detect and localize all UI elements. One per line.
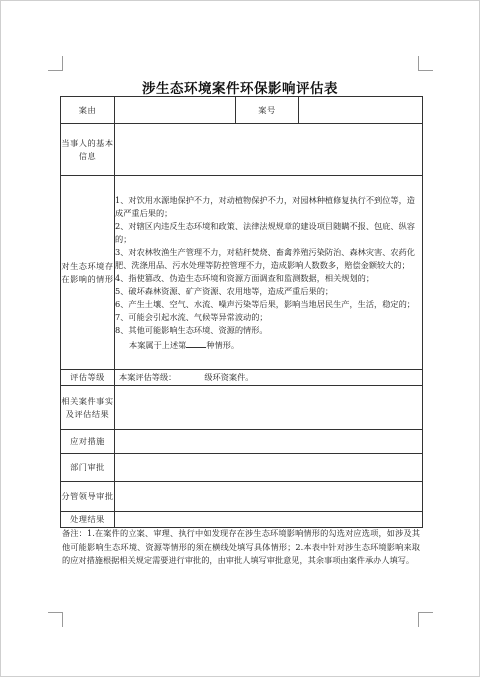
rating-prefix: 本案评估等级： [119,372,177,382]
case-number-field[interactable] [299,97,423,124]
impact-label: 对生态环境存在影响的情形 [61,176,115,370]
crop-mark-top-left [48,56,63,71]
impact-content [115,176,423,370]
party-info-label: 当事人的基本信息 [61,124,115,176]
impact-item: 2、对辖区内违反生态环境和政策、法律法规规章的建设项目随瞒不报、包庇、纵容的； [115,220,415,244]
dept-approval-label: 部门审批 [61,454,115,482]
footnote: 备注：1.在案件的立案、审理、执行中如发现存在涉生态环境影响情形的勾选对应选项，如涉及其他可能影响生态环境、资源等情形的须在横线处填写具体情形；2.本表中针对涉生态环境影响来取的应对措施根据相关规定需要进行审批的，由审批人填写审批意见，其余事项由案件承办人填写。 [62,528,420,565]
impact-summary-suffix: 种情形。 [206,339,240,350]
impact-item: 6、产生土壤、空气、水流、噪声污染等后果，影响当地居民生产，生活，稳定的； [115,298,415,309]
related-facts-field[interactable] [115,386,423,430]
result-field[interactable] [115,512,423,528]
measures-label: 应对措施 [61,430,115,454]
impact-number-blank[interactable] [186,337,206,348]
crop-mark-bottom-right [418,612,433,627]
assessment-form [60,96,423,528]
measures-field[interactable] [115,430,423,454]
impact-item: 5、破坏森林资源、矿产资源、农用地等，造成严重后果的； [115,285,334,296]
impact-summary-prefix: 本案属于上述第 [129,339,187,350]
leader-approval-field[interactable] [115,482,423,512]
rating-suffix: 级环资案件。 [204,372,254,382]
impact-item: 7、可能会引起水流、气候等异常波动的； [115,311,268,322]
form-title: 涉生态环境案件环保影响评估表 [142,81,338,97]
case-number-label: 案号 [236,97,299,124]
impact-item: 8、其他可能影响生态环境、资源的情形。 [115,324,268,335]
leader-approval-label: 分管领导审批 [61,482,115,512]
impact-summary [115,337,422,352]
dept-approval-field[interactable] [115,454,423,482]
crop-mark-bottom-left [48,612,63,627]
related-facts-label: 相关案件事实及评估结果 [61,386,115,430]
case-cause-label: 案由 [61,97,115,124]
rating-content [115,370,423,386]
impact-item: 3、对农林牧渔生产管理不力，对秸秆焚烧、畜禽养殖污染防治、森林灾害、农药化肥、洗涤用品、污水处理等防控管理不力，造成影响人数数多，赔偿金额较大的； [115,246,415,270]
result-label: 处理结果 [61,512,115,528]
party-info-field[interactable] [115,124,423,176]
rating-label: 评估等级 [61,370,115,386]
crop-mark-top-right [418,56,433,71]
impact-item: 1、对饮用水源地保护不力，对动植物保护不力，对园林种植修复执行不到位等，造成严重后果的； [115,194,415,218]
impact-item: 4、指使篡改、伪造生态环境和资源方面调查和监测数据，相关规划的； [115,272,375,283]
case-cause-field[interactable] [115,97,236,124]
